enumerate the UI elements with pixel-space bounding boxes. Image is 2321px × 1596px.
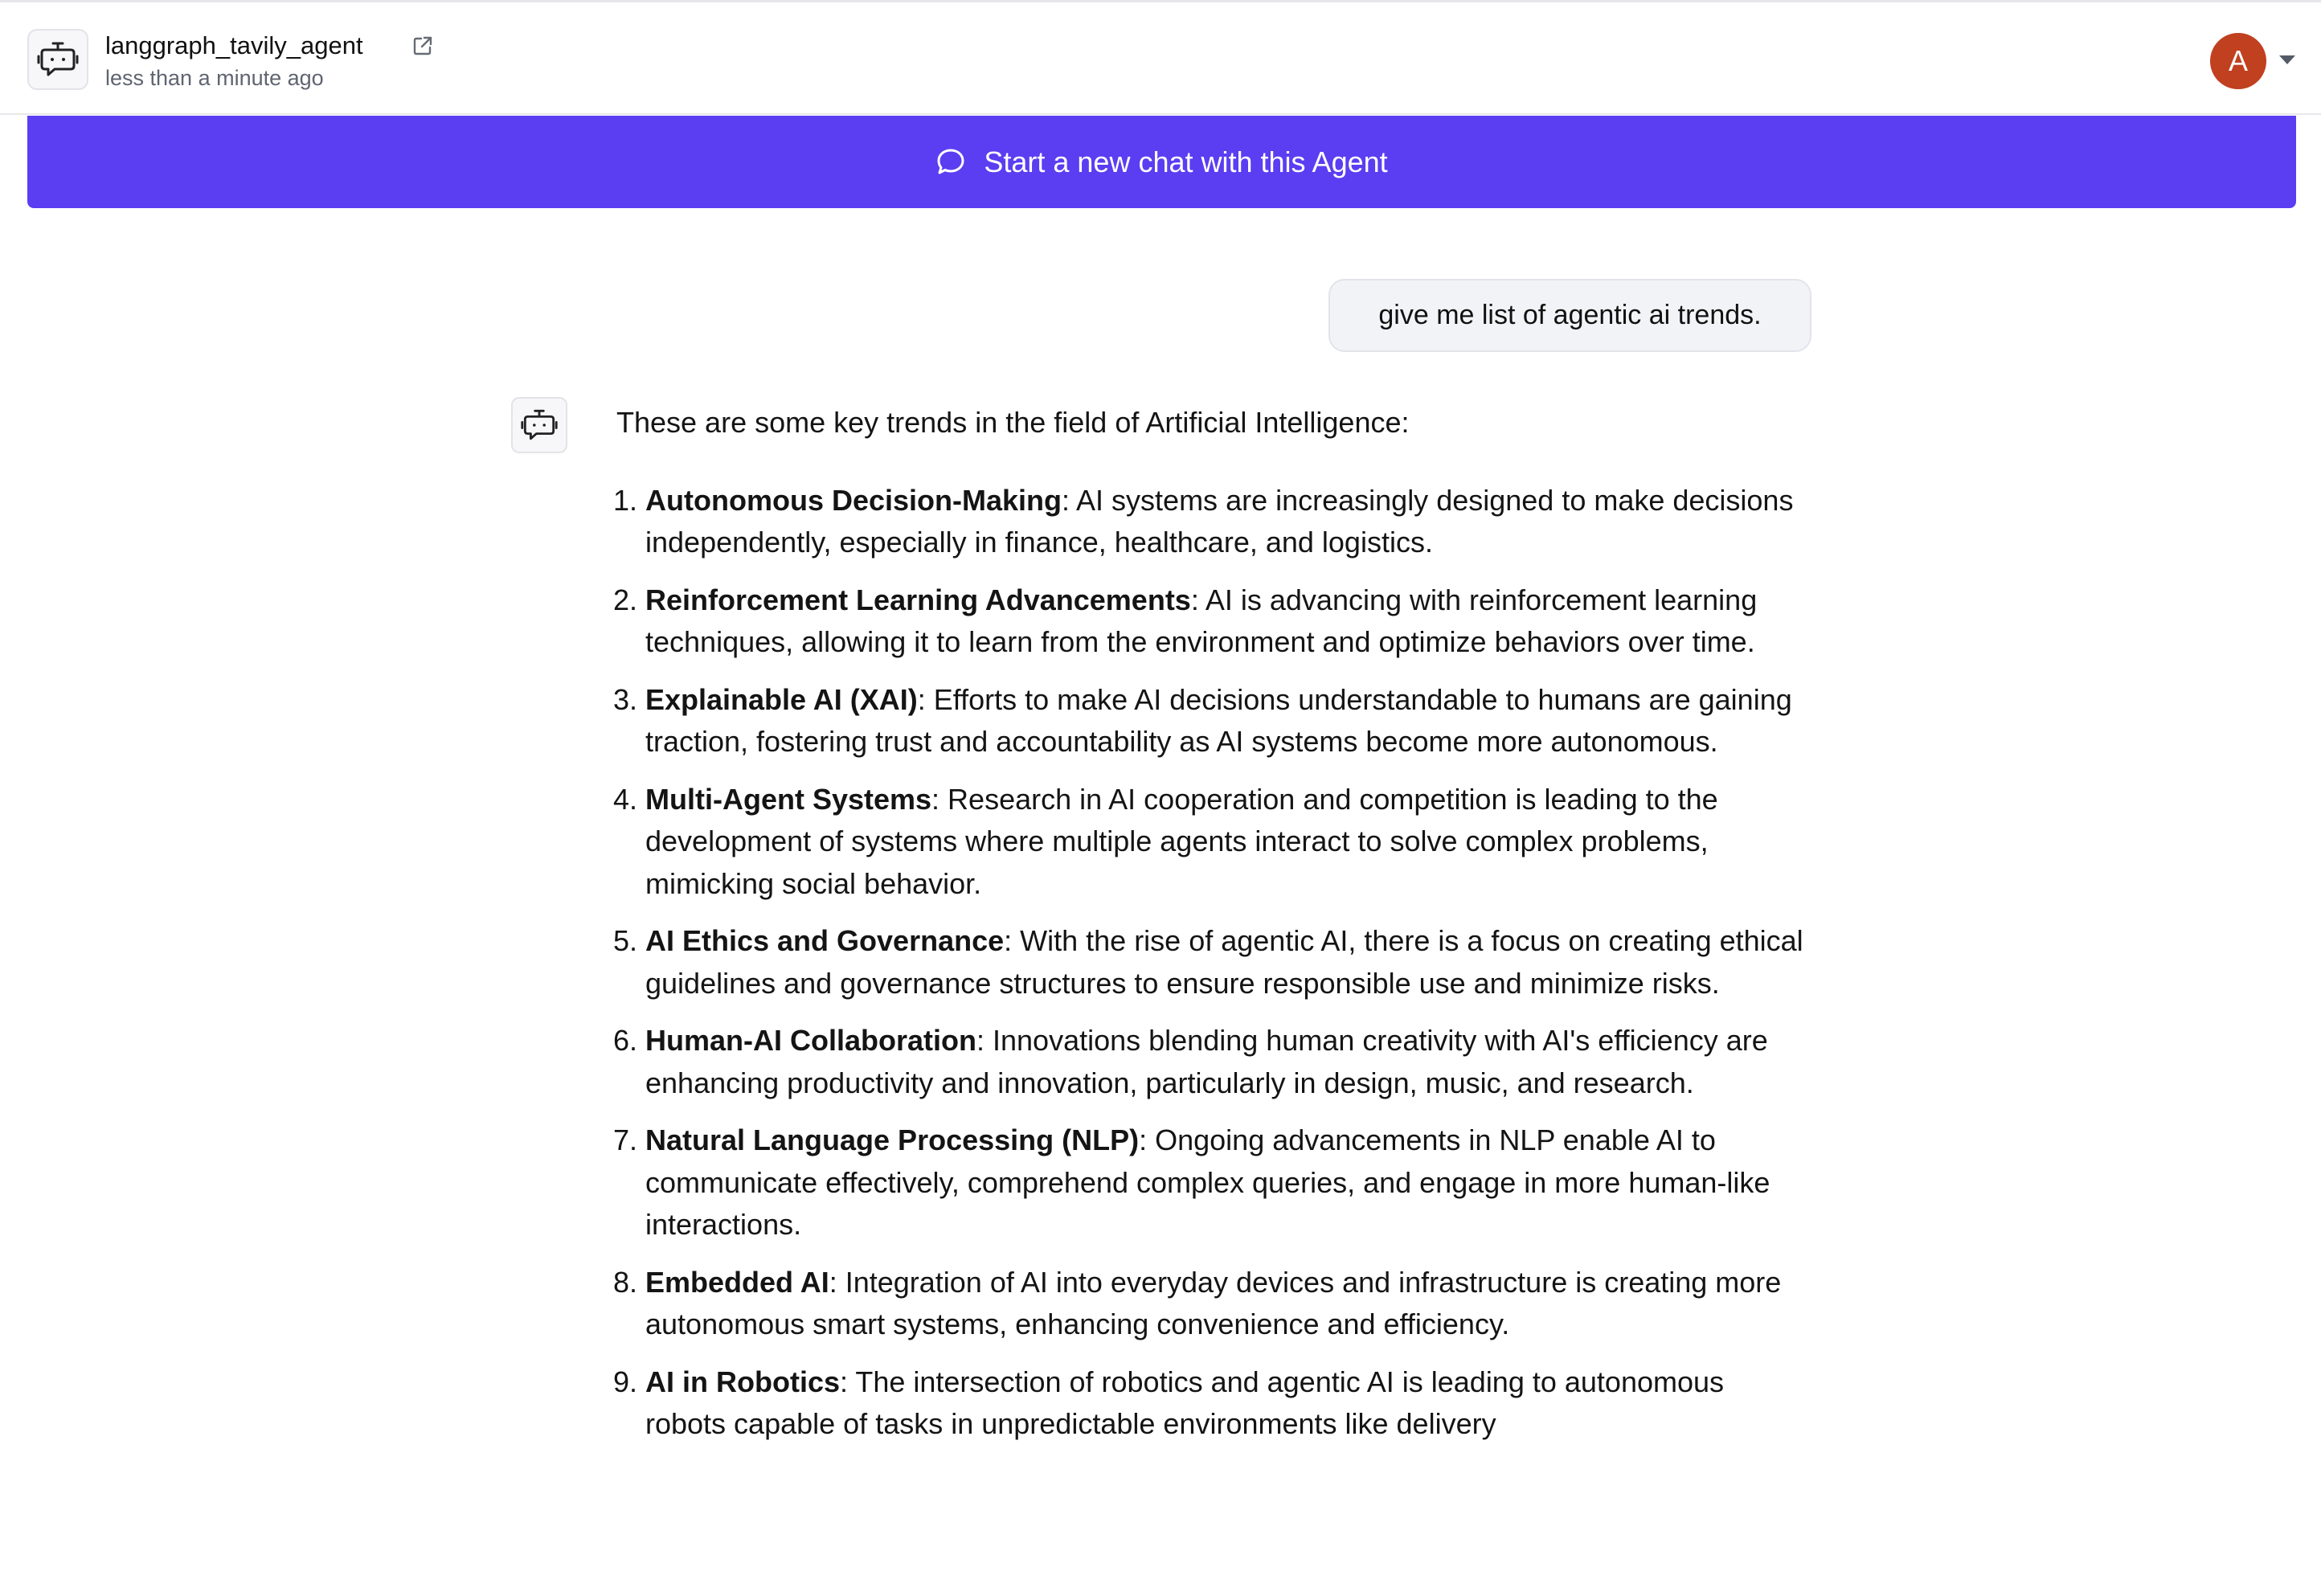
new-chat-label: Start a new chat with this Agent xyxy=(984,145,1388,178)
trend-title: Reinforcement Learning Advancements xyxy=(645,583,1191,616)
user-initial: A xyxy=(2228,44,2248,77)
robot-icon xyxy=(37,39,79,80)
trend-text: : Ongoing advancements in NLP enable AI to communicate effectively, comprehend complex queries, and engage in more human-like interactions. xyxy=(645,1123,1770,1241)
chevron-down-icon[interactable] xyxy=(2279,55,2295,64)
trend-title: AI Ethics and Governance xyxy=(645,924,1005,957)
trend-item xyxy=(645,579,1806,664)
trend-item xyxy=(645,1119,1806,1246)
trend-item xyxy=(645,679,1806,763)
trend-item xyxy=(645,920,1806,1005)
robot-icon xyxy=(521,407,558,444)
bot-avatar xyxy=(511,397,567,453)
external-link-icon[interactable] xyxy=(411,35,434,57)
trend-item xyxy=(645,480,1806,564)
user-avatar[interactable] xyxy=(2210,33,2266,89)
trend-text: : Integration of AI into everyday devices and infrastructure is creating more autonomous smart systems, enhancing convenience and efficiency. xyxy=(645,1265,1782,1340)
trend-title: Explainable AI (XAI) xyxy=(645,682,918,716)
trend-item xyxy=(645,1020,1806,1104)
trend-title: Natural Language Processing (NLP) xyxy=(645,1123,1140,1156)
trend-text: : Research in AI cooperation and competition is leading to the development of systems where multiple agents interact to solve complex problems, mimicking social behavior. xyxy=(645,782,1718,900)
trend-title: AI in Robotics xyxy=(645,1365,840,1398)
trend-text: : AI systems are increasingly designed to make decisions independently, especially in finance, healthcare, and logistics. xyxy=(645,483,1794,559)
bot-message xyxy=(616,402,1806,1461)
trend-title: Human-AI Collaboration xyxy=(645,1024,976,1057)
chat-bubble-icon xyxy=(935,147,966,178)
agent-name[interactable]: langgraph_tavily_agent xyxy=(105,31,363,59)
trend-item xyxy=(645,1361,1806,1446)
agent-avatar xyxy=(27,29,88,90)
user-message-text: give me list of agentic ai trends. xyxy=(1378,300,1762,330)
new-chat-button[interactable] xyxy=(27,116,2296,208)
trend-item xyxy=(645,1262,1806,1346)
trend-text: : The intersection of robotics and agentic AI is leading to autonomous robots capable of tasks in unpredictable environments like delivery xyxy=(645,1365,1725,1440)
user-message xyxy=(1328,279,1811,352)
trend-text: : Efforts to make AI decisions understandable to humans are gaining traction, fostering trust and accountability as AI systems become more autonomous. xyxy=(645,682,1792,758)
trend-title: Embedded AI xyxy=(645,1265,829,1299)
trend-title: Autonomous Decision-Making xyxy=(645,483,1062,517)
trend-text: : With the rise of agentic AI, there is a focus on creating ethical guidelines and governance structures to ensure responsible use and minimize risks. xyxy=(645,924,1803,1000)
header xyxy=(0,2,2321,115)
trend-text: : AI is advancing with reinforcement learning techniques, allowing it to learn from the environment and optimize behaviors over time. xyxy=(645,583,1758,658)
trend-text: : Innovations blending human creativity with AI's efficiency are enhancing productivity and innovation, particularly in design, music, and research. xyxy=(645,1024,1768,1099)
trend-list xyxy=(616,480,1806,1446)
trend-title: Multi-Agent Systems xyxy=(645,782,932,816)
trend-item xyxy=(645,779,1806,906)
agent-updated-time: less than a minute ago xyxy=(105,66,324,90)
bot-intro: These are some key trends in the field of Artificial Intelligence: xyxy=(616,406,1410,439)
